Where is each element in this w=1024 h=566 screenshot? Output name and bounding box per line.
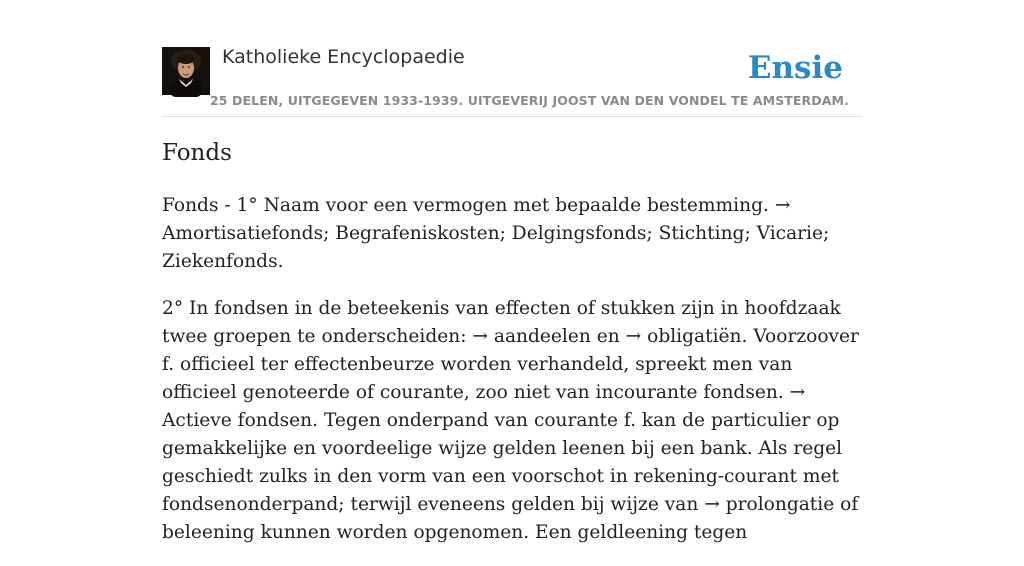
portrait-image [162, 47, 210, 95]
page-container [162, 0, 862, 543]
source-subtitle: 25 DELEN, UITGEGEVEN 1933-1939. UITGEVERIJ JOOST VAN DEN VONDEL TE AMSTERDAM. [210, 93, 849, 108]
entry-paragraph-2: 2° In fondsen in de beteekenis van effecten of stukken zijn in hoofdzaak twee groepen te onderscheiden: → aandeelen en → obligatiën. Voorzoover f. officieel ter effectenbeurze worden verhandeld, spreekt men van officieel genoteerde of courante, zoo niet van incourante fondsen. → Actieve fondsen. Tegen onderpand van courante f. kan de particulier op gemakkelijke en voordeelige wijze gelden leenen bij een bank. Als regel geschiedt zulks in den vorm van een voorschot in rekening-courant met fondsenonderpand; terwijl eveneens gelden bij wijze van → prolongatie of beleening kunnen worden opgenomen. Een geldleening tegen [162, 298, 859, 543]
entry-title: Fonds [162, 140, 232, 166]
source-title[interactable]: Katholieke Encyclopaedie [222, 46, 465, 68]
entry-body [162, 192, 862, 566]
ensie-logo-link[interactable]: Ensie [747, 50, 843, 86]
source-header [162, 0, 862, 117]
entry-paragraph-1: Fonds - 1° Naam voor een vermogen met bepaalde bestemming. → Amortisatiefonds; Begrafeniskosten; Delgingsfonds; Stichting; Vicarie; Ziekenfonds. [162, 195, 830, 272]
portrait-avatar-icon[interactable] [162, 47, 210, 95]
